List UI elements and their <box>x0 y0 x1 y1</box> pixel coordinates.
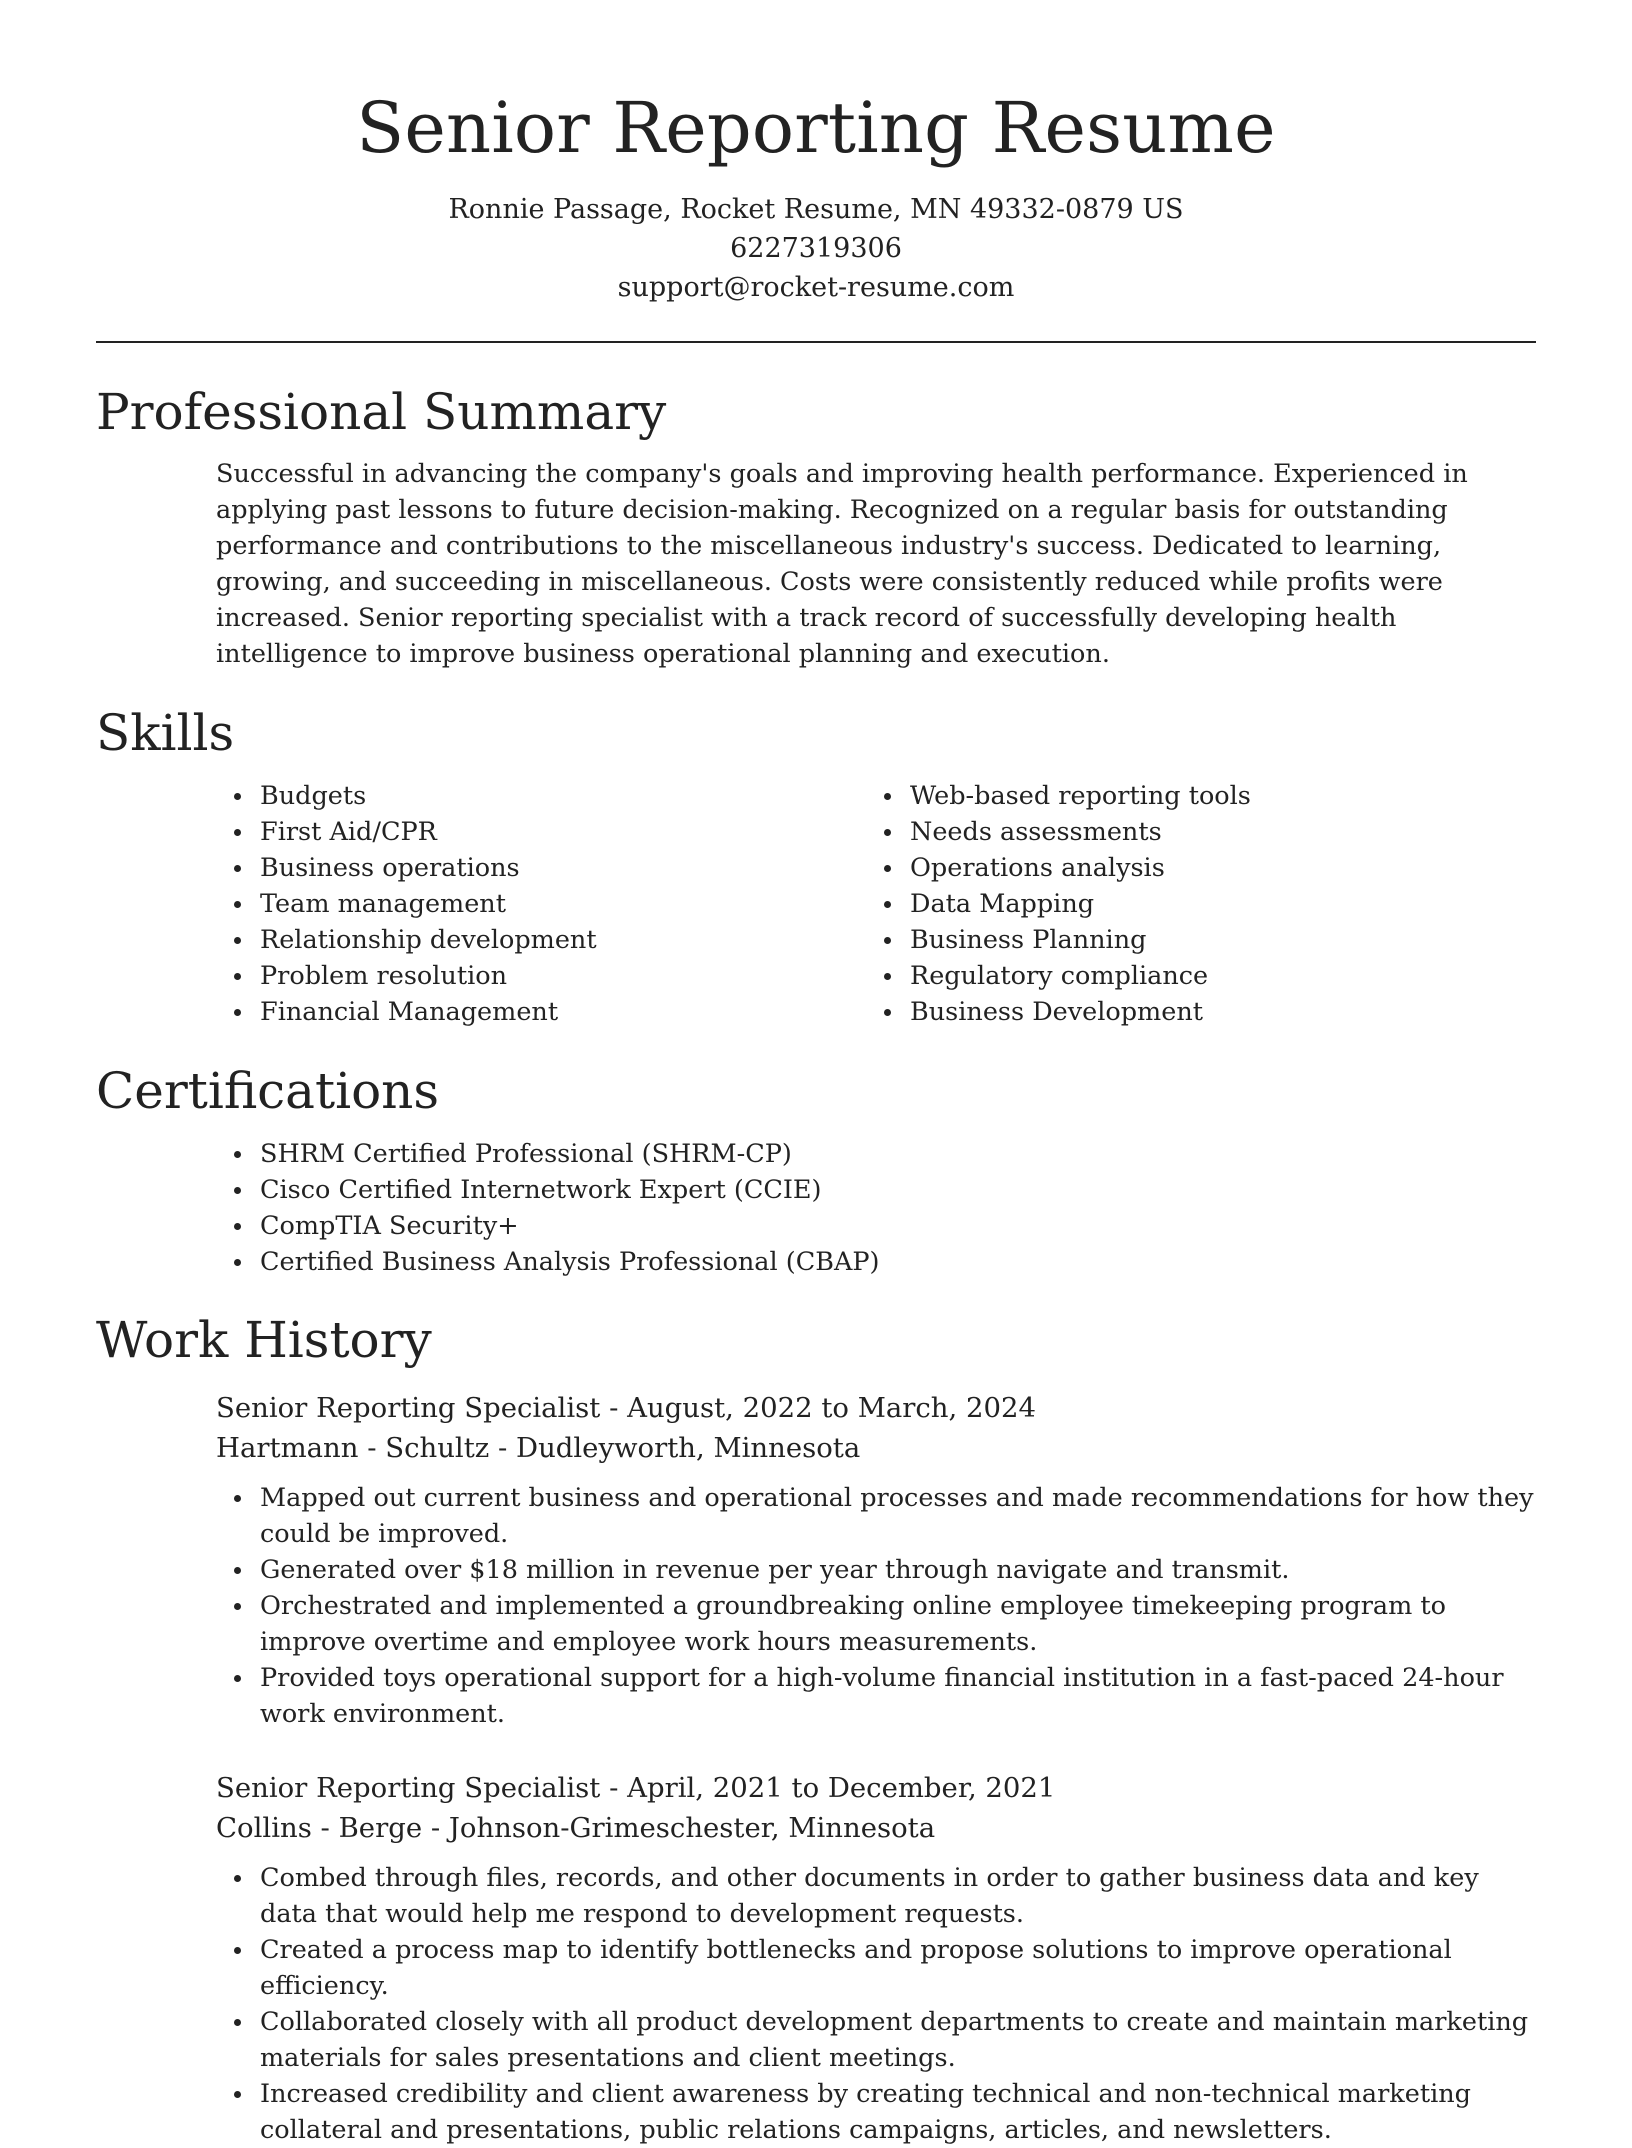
job-title-line <box>216 1768 1536 1808</box>
skills-heading: Skills <box>96 704 235 762</box>
resume-title: Senior Reporting Resume <box>356 87 1276 169</box>
job-bullets <box>216 1860 1536 2148</box>
job-bullet: Combed through files, records, and other documents in order to gather business data and key data that would help me respond to development requests. <box>216 1860 1536 1932</box>
certifications-list <box>216 1136 1536 1280</box>
job-company: Collins - Berge <box>216 1812 423 1844</box>
skill-item: Operations analysis <box>866 850 1516 886</box>
job-title: Senior Reporting Specialist <box>216 1772 601 1804</box>
skill-item: Business Development <box>866 994 1516 1030</box>
certification-item: Cisco Certified Internetwork Expert (CCIE) <box>216 1172 1536 1208</box>
skill-item: Needs assessments <box>866 814 1516 850</box>
job-title: Senior Reporting Specialist <box>216 1392 601 1424</box>
header-divider <box>96 341 1536 343</box>
contact-address: Ronnie Passage, Rocket Resume, MN 49332-0879 US <box>448 194 1184 225</box>
summary-heading: Professional Summary <box>96 383 667 441</box>
skills-list-left <box>216 778 866 1030</box>
job-company-line <box>216 1808 1536 1848</box>
skill-item: Regulatory compliance <box>866 958 1516 994</box>
skills-column-left <box>216 778 866 1030</box>
certification-item: SHRM Certified Professional (SHRM-CP) <box>216 1136 1536 1172</box>
job-company-line <box>216 1428 1536 1468</box>
summary-text: Successful in advancing the company's goals and improving health performance. Experienced in applying past lessons to future decision-making. Recognized on a regular basis for outstanding performance and contributions to the miscellaneous industry's success. Dedicated to learning, growing, and succeeding in miscellaneous. Costs were consistently reduced while profits were increased. Senior reporting specialist with a track record of successfully developing health intelligence to improve business operational planning and execution. <box>216 459 1468 669</box>
job-bullet: Orchestrated and implemented a groundbreaking online employee timekeeping program to improve overtime and employee work hours measurements. <box>216 1588 1536 1660</box>
job-entry <box>216 1388 1536 1732</box>
job-bullet: Provided toys operational support for a high-volume financial institution in a fast-paced 24-hour work environment. <box>216 1660 1536 1732</box>
job-bullet: Created a process map to identify bottlenecks and propose solutions to improve operational efficiency. <box>216 1932 1536 2004</box>
skill-item: Web-based reporting tools <box>866 778 1516 814</box>
certification-item: Certified Business Analysis Professional (CBAP) <box>216 1244 1536 1280</box>
skill-item: Financial Management <box>216 994 866 1030</box>
skill-item: Team management <box>216 886 866 922</box>
job-bullet: Collaborated closely with all product development departments to create and maintain marketing materials for sales presentations and client meetings. <box>216 2004 1536 2076</box>
skills-section <box>96 703 1536 1030</box>
skill-item: First Aid/CPR <box>216 814 866 850</box>
certification-item: CompTIA Security+ <box>216 1208 1536 1244</box>
work-history-section <box>96 1310 1536 1370</box>
contact-email: support@rocket-resume.com <box>617 272 1015 303</box>
certifications-heading: Certifications <box>96 1062 440 1120</box>
job-title-line <box>216 1388 1536 1428</box>
job-dates: - August, 2022 to March, 2024 <box>600 1392 1036 1424</box>
job-dates: - April, 2021 to December, 2021 <box>600 1772 1056 1804</box>
job-bullets <box>216 1480 1536 1732</box>
skill-item: Business Planning <box>866 922 1516 958</box>
skill-item: Business operations <box>216 850 866 886</box>
certifications-section <box>96 1061 1536 1280</box>
skills-list-right <box>866 778 1516 1030</box>
skill-item: Relationship development <box>216 922 866 958</box>
resume-header <box>96 84 1536 307</box>
skill-item: Budgets <box>216 778 866 814</box>
skills-column-right <box>866 778 1516 1030</box>
skills-columns <box>216 778 1536 1030</box>
work-history-heading: Work History <box>96 1311 432 1369</box>
summary-body <box>216 456 1536 672</box>
job-bullet: Mapped out current business and operational processes and made recommendations for how they could be improved. <box>216 1480 1536 1552</box>
contact-phone: 6227319306 <box>730 233 902 264</box>
job-bullet: Increased credibility and client awareness by creating technical and non-technical marketing collateral and presentations, public relations campaigns, articles, and newsletters. <box>216 2076 1536 2148</box>
job-bullet: Generated over $18 million in revenue per year through navigate and transmit. <box>216 1552 1536 1588</box>
job-entry <box>216 1768 1536 2148</box>
certifications-body <box>216 1136 1536 1280</box>
summary-section <box>96 382 1536 672</box>
job-company: Hartmann - Schultz <box>216 1432 490 1464</box>
skill-item: Problem resolution <box>216 958 866 994</box>
skill-item: Data Mapping <box>866 886 1516 922</box>
job-location: - Johnson-Grimeschester, Minnesota <box>422 1812 936 1844</box>
job-location: - Dudleyworth, Minnesota <box>489 1432 861 1464</box>
